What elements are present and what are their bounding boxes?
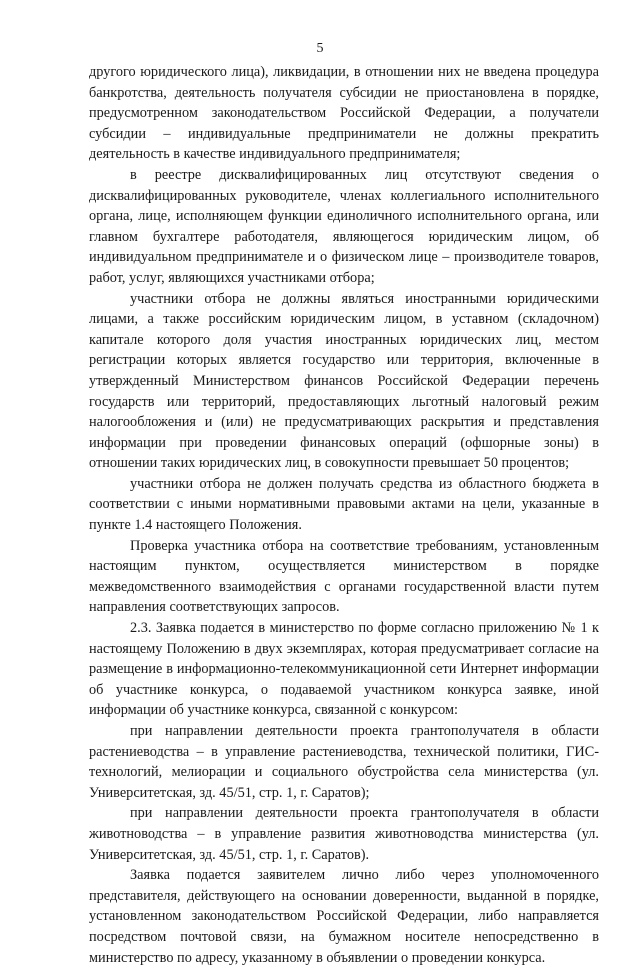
paragraph: в реестре дисквалифицированных лиц отсутствуют сведения о дисквалифицированных руководителе, членах коллегиального исполнительного органа, лице, исполняющем функции единоличного исполнительного органа, или главном бухгалтере работодателя, являющегося юридическим лицом, об индивидуальном предпринимателе и о физическом лице – производителе товаров, работ, услуг, являющихся участниками отбора;: [89, 166, 599, 286]
paragraph: Проверка участника отбора на соответствие требованиям, установленным настоящим пунктом, осуществляется министерством в порядке межведомственного взаимодействия с органами государственной власти путем направления соответствующих запросов.: [89, 537, 599, 616]
paragraph: другого юридического лица), ликвидации, в отношении них не введена процедура банкротства, деятельность получателя субсидии не приостановлена в порядке, предусмотренном законодательством Российской Федерации, а получатели субсидии – индивидуальные предприниматели не должны прекратить деятельность в качестве индивидуального предпринимателя;: [89, 64, 599, 163]
paragraph: при направлении деятельности проекта грантополучателя в области животноводства – в управление развития животноводства министерства (ул. Университетская, зд. 45/51, стр. 1, г. Саратов).: [89, 805, 599, 863]
paragraph: участники отбора не должны являться иностранными юридическими лицами, а также российским юридическим лицом, в уставном (складочном) капитале которого доля участия иностранных юридических лиц, местом регистрации которых является государство или территория, включенные в утвержденный Министерством финансов Российской Федерации перечень государств или территорий, предоставляющих льготный налоговый режим налогообложения и (или) не предусматривающих раскрытия и представления информации при проведении финансовых операций (офшорные зоны) в отношении таких юридических лиц, в совокупности превышает 50 процентов;: [89, 290, 599, 472]
document-body: [89, 62, 599, 968]
paragraph: 2.3. Заявка подается в министерство по форме согласно приложению № 1 к настоящему Положению в двух экземплярах, которая предусматривает согласие на размещение в информационно-телекоммуникационной сети Интернет информации об участнике конкурса, о подаваемой участником конкурса заявке, иной информации об участнике конкурса, связанной с конкурсом:: [89, 620, 599, 719]
page-number: 5: [316, 41, 324, 56]
paragraph: участники отбора не должен получать средства из областного бюджета в соответствии с иными нормативными правовыми актами на цели, указанные в пункте 1.4 настоящего Положения.: [89, 475, 599, 534]
paragraph: при направлении деятельности проекта грантополучателя в области растениеводства – в управление растениеводства, технической политики, ГИС-технологий, мелиорации и социального обустройства села министерства (ул. Университетская, зд. 45/51, стр. 1, г. Саратов);: [89, 723, 599, 801]
paragraph: Заявка подается заявителем лично либо через уполномоченного представителя, действующего на основании доверенности, выданной в порядке, установленном законодательством Российской Федерации, либо направляется посредством почтовой связи, на бумажном носителе непосредственно в министерство по адресу, указанному в объявлении о проведении конкурса.: [89, 867, 599, 966]
